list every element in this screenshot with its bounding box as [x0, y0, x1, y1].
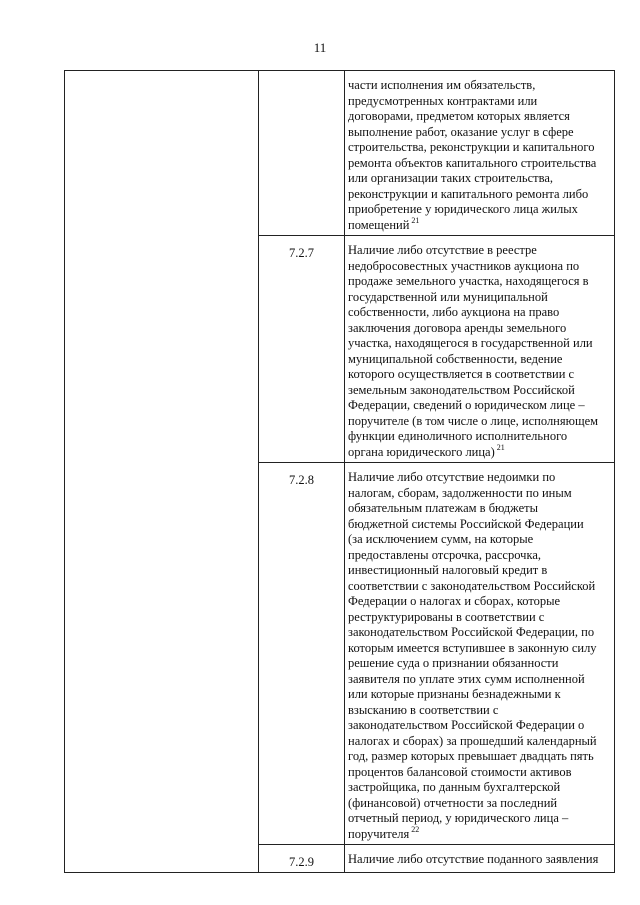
page-number: 11 — [313, 40, 327, 55]
description-text: Наличие либо отсутствие поданного заявления — [348, 852, 599, 866]
item-description — [345, 236, 615, 463]
item-description — [345, 463, 615, 845]
description-text: части исполнения им обязательств, предусмотренных контрактами или договорами, предметом которых является выполнение работ, оказание услуг в сфере строительства, реконструкции и капитального ремонта объектов капитального строительства или организации таких строительства, реконструкции и капитального ремонта либо приобретение у юридического лица жилых помещений $^{21}$ — [348, 78, 597, 232]
item-description — [345, 845, 615, 873]
footnote-marker: 22 — [411, 825, 420, 835]
description-text: Наличие либо отсутствие недоимки по налогам, сборам, задолженности по иным обязательным платежам в бюджеты бюджетной системы Российской Федерации (за исключением сумм, на которые предоставлены отсрочка, рассрочка, инвестиционный налоговый кредит в соответствии с законодательством Российской Федерации о налогах и сборах, которые реструктурированы в соответствии с законодательством Российской Федерации, по которым имеется вступившее в законную силу решение суда о признании обязанности заявителя по уплате этих сумм исполненной или которые признаны безнадежными к взысканию в соответствии с законодательством Российской Федерации о налогах и сборах) за прошедший календарный год, размер которых превышает двадцать пять процентов балансовой стоимости активов застройщика, по данным бухгалтерской (финансовой) отчетности за последний отчетный период, у юридического лица – поручителя $^{22}$ — [348, 470, 597, 841]
requirements-table — [64, 70, 615, 873]
item-number: 7.2.7 — [259, 236, 345, 463]
description-text: Наличие либо отсутствие в реестре недобросовестных участников аукциона по продаже земельного участка, находящегося в государственной или муниципальной собственности, либо аукциона на право заключения договора аренды земельного участка, находящегося в государственной или муниципальной собственности, ведение которого осуществляется в соответствии с земельным законодательством Российской Федерации, сведений о юридическом лице – поручителе (в том числе о лице, исполняющем функции единоличного исполнительного органа юридического лица) $^{21}$ — [348, 243, 599, 459]
footnote-marker: 21 — [496, 443, 505, 453]
item-description — [345, 71, 615, 236]
item-number: 7.2.8 — [259, 463, 345, 845]
table-row — [65, 71, 615, 236]
item-number — [259, 71, 345, 236]
item-number: 7.2.9 — [259, 845, 345, 873]
merged-left-cell — [65, 71, 259, 873]
footnote-marker: 21 — [411, 216, 420, 226]
